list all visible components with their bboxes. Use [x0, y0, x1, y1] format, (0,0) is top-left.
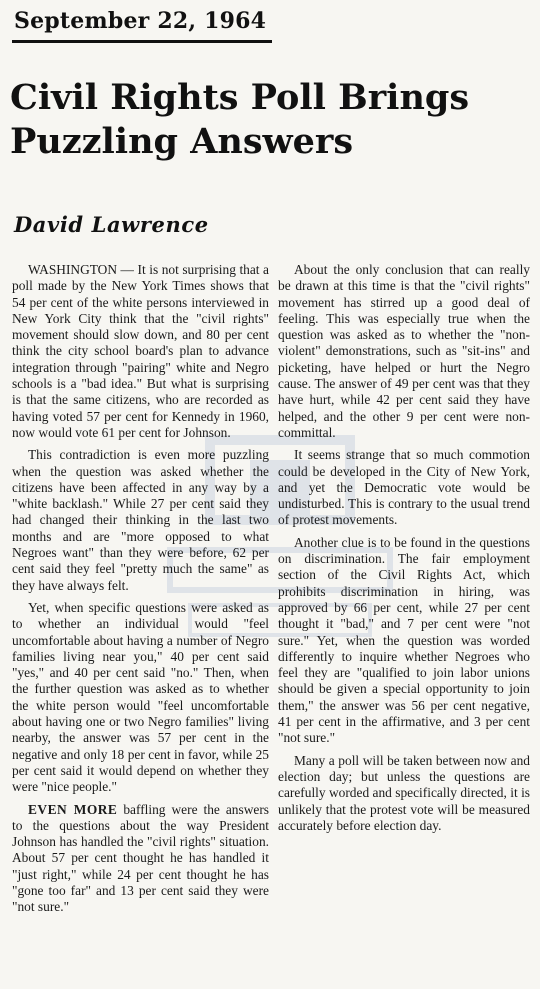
article-column-left	[12, 262, 269, 922]
byline: David Lawrence	[14, 212, 209, 237]
paragraph-6: It seems strange that so much commotion could be developed in the City of New York, and yet the Democratic vote would be undisturbed. This is contrary to the usual trend of protest movements.	[278, 447, 530, 528]
paragraph-4	[12, 802, 269, 916]
paragraph-4-text: baffling were the answers to the questions about the way President Johnson has handled the "civil rights" situation. About 57 per cent thought he has handled it "just right," while 24 per cent thought he has "gone too far" and 13 per cent said they were "not sure."	[12, 801, 269, 915]
paragraph-8: Many a poll will be taken between now and election day; but unless the questions are carefully worded and specifically directed, it is unlikely that the protest vote will be measured accurately before election day.	[278, 752, 530, 833]
paragraph-1-text: It is not surprising that a poll made by the New York Times shows that 54 per cent of the white persons interviewed in New York City think that the "civil rights" movement should slow down, and 80 per cent think the city school board's plan to advance integration through "pairing" white and Negro schools is a "bad idea." But what is surprising is that the same citizens, who are recorded as having voted 57 per cent for Kennedy in 1960, now would vote 61 per cent for Johnson.	[12, 262, 270, 440]
subhead-run-in: EVEN MORE	[28, 801, 118, 817]
paragraph-3: Yet, when specific questions were asked as to whether an individual would "feel uncomfortable about having a number of Negro families living near you," 40 per cent said "yes," and 40 per cent said "no." Then, when the further question was asked as to whether the white person would "feel uncomfortable about having one or two Negro families" living nearby, the answer was 57 per cent in the negative and only 18 per cent in favor, while 25 per cent said it would depend on whether they were "nice people."	[12, 599, 269, 795]
paragraph-2: This contradiction is even more puzzling when the question was asked whether the citizens have been affected in any way by a "white backlash." While 27 per cent said they had changed their thinking in the last two months and are "more opposed to what Negroes want" than they were before, 62 per cent said they feel "pretty much the same" as they have always felt.	[12, 447, 269, 593]
paragraph-1	[12, 262, 269, 441]
article-column-right	[278, 262, 530, 840]
paragraph-5: About the only conclusion that can really be drawn at this time is that the "civil rights" movement has stirred up a good deal of feeling. This was especially true when the question was asked as to whether the "non-violent" demonstrations, such as "sit-ins" and picketing, have helped or hurt the Negro cause. The answer of 49 per cent was that they have hurt, while 42 per cent said they have helped, and the other 9 per cent were non-committal.	[278, 262, 530, 440]
headline: Civil Rights Poll Brings Puzzling Answers	[10, 77, 470, 162]
dateline-rule	[12, 40, 272, 43]
dateline-city: WASHINGTON —	[28, 262, 138, 277]
dateline: September 22, 1964	[14, 8, 267, 34]
paragraph-7: Another clue is to be found in the questions on discrimination. The fair employment section of the Civil Rights Act, which prohibits discrimination in hiring, was approved by 66 per cent, while 27 per cent thought it "bad," and 7 per cent were "not sure." Yet, when the question was worded differently to inquire whether Negroes who feel they are "qualified to join labor unions should be given a special opportunity to join them," the answer was 56 per cent negative, 41 per cent in the affirmative, and 3 per cent "not sure."	[278, 534, 530, 746]
